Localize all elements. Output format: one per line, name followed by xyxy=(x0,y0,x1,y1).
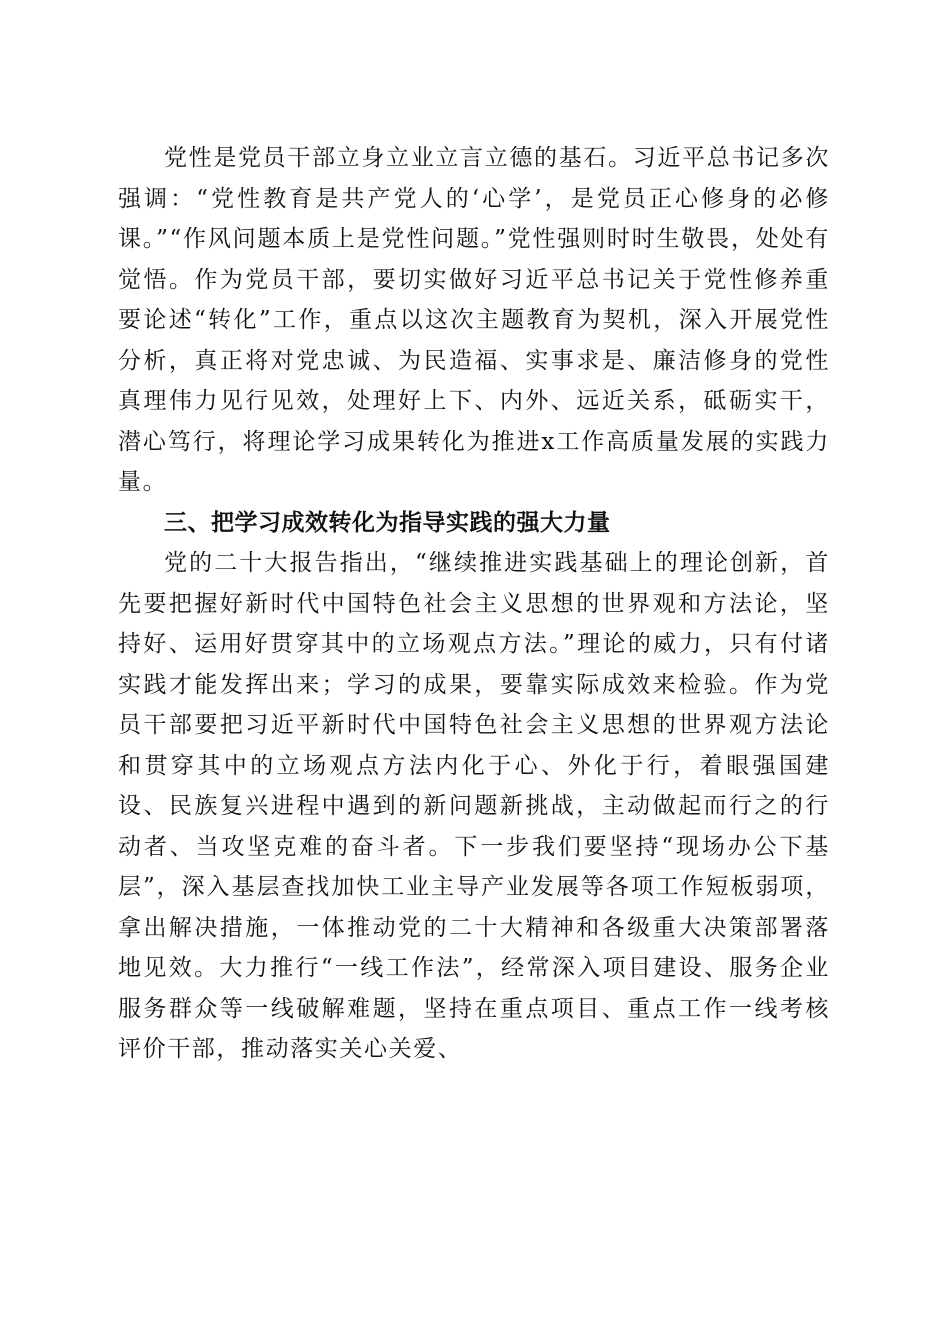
section-heading: 三、把学习成效转化为指导实践的强大力量 xyxy=(164,509,611,536)
document-body xyxy=(118,138,830,1070)
paragraph-party-spirit: 党性是党员干部立身立业立言立德的基石。习近平总书记多次强调：“党性教育是共产党人的‘心学’，是党员正心修身的必修课。”“作风问题本质上是党性问题。”党性强则时时生敬畏，处处有觉悟。作为党员干部，要切实做好习近平总书记关于党性修养重要论述“转化”工作，重点以这次主题教育为契机，深入开展党性分析，真正将对党忠诚、为民造福、实事求是、廉洁修身的党性真理伟力见行见效，处理好上下、内外、远近关系，砥砺实干，潜心笃行，将理论学习成果转化为推进x工作高质量发展的实践力量。 xyxy=(118,145,830,495)
paragraph-practice: 党的二十大报告指出，“继续推进实践基础上的理论创新，首先要把握好新时代中国特色社会主义思想的世界观和方法论，坚持好、运用好贯穿其中的立场观点方法。”理论的威力，只有付诸实践才能发挥出来；学习的成果，要靠实际成效来检验。作为党员干部要把习近平新时代中国特色社会主义思想的世界观方法论和贯穿其中的立场观点方法内化于心、外化于行，着眼强国建设、民族复兴进程中遇到的新问题新挑战，主动做起而行之的行动者、当攻坚克难的奋斗者。下一步我们要坚持“现场办公下基层”，深入基层查找加快工业主导产业发展等各项工作短板弱项，拿出解决措施，一体推动党的二十大精神和各级重大决策部署落地见效。大力推行“一线工作法”，经常深入项目建设、服务企业服务群众等一线破解难题，坚持在重点项目、重点工作一线考核评价干部，推动落实关心关爱、 xyxy=(118,550,830,1062)
